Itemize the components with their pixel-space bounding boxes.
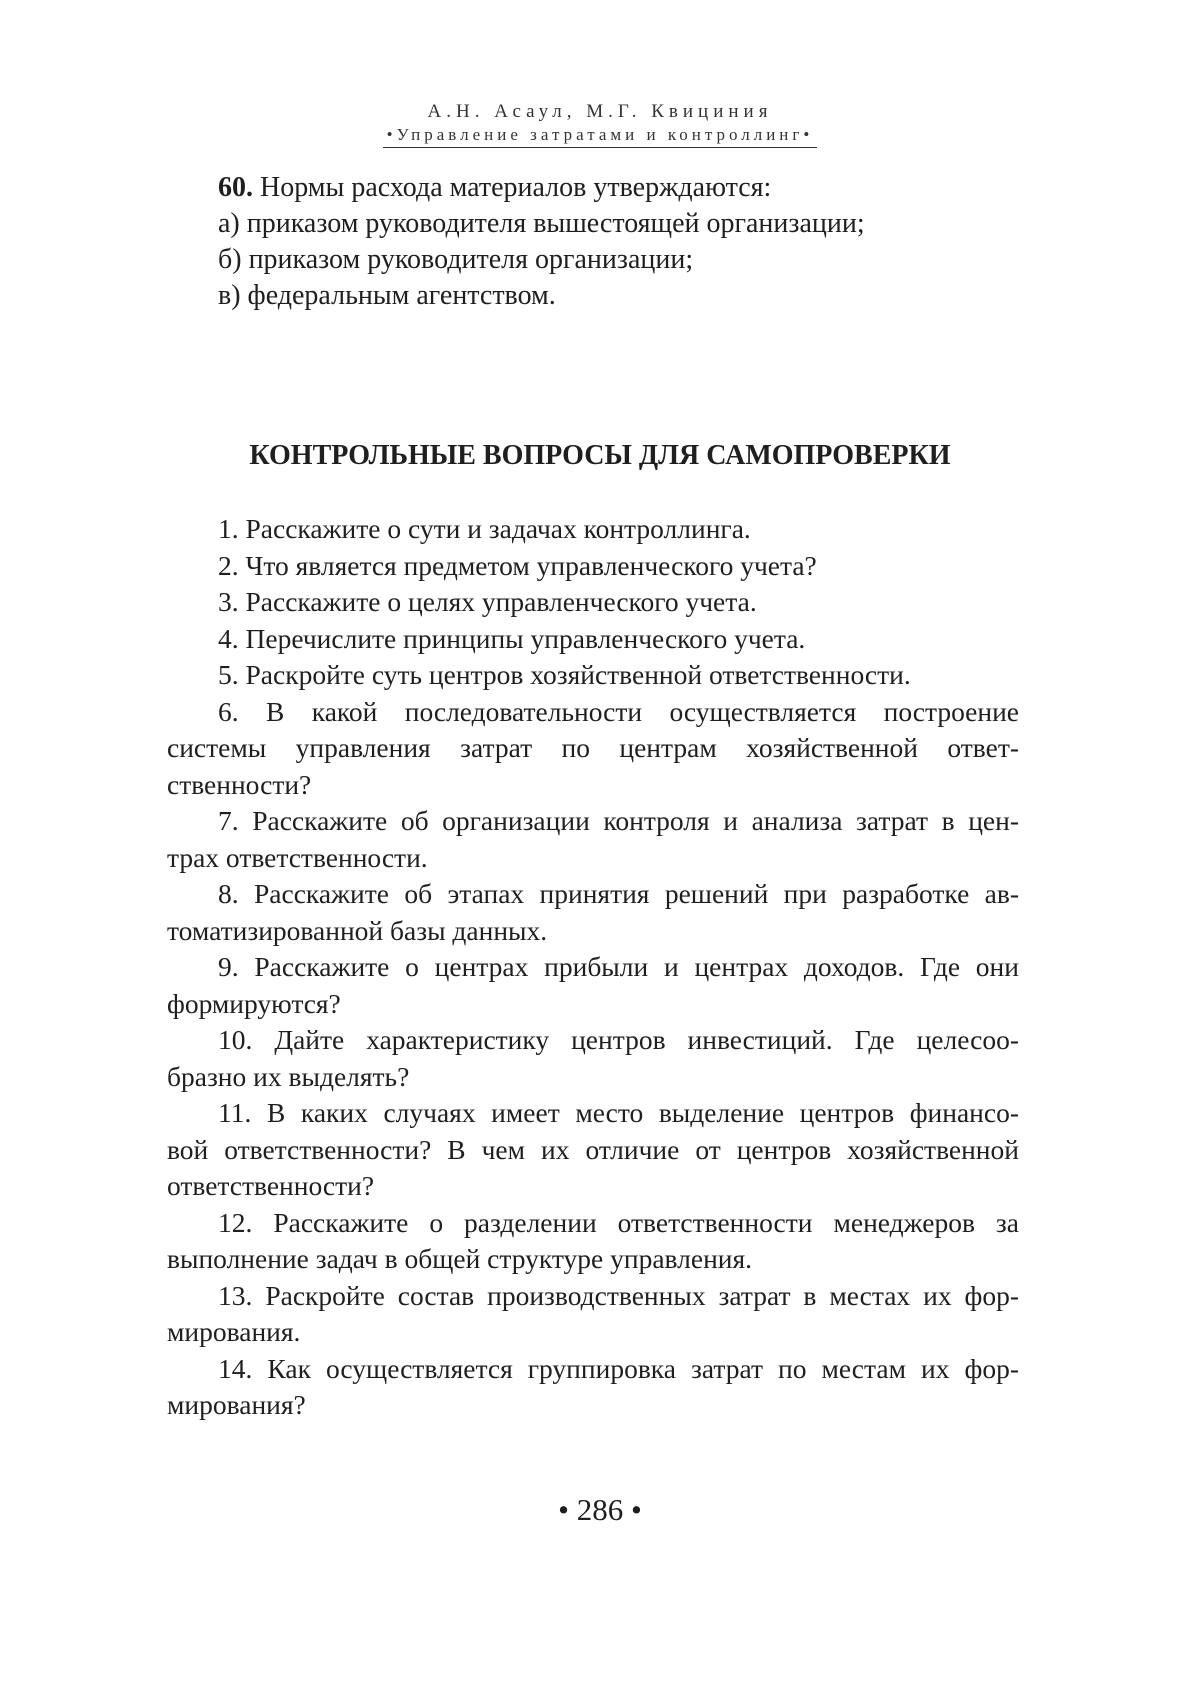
question-line: трах ответственности. xyxy=(167,841,428,873)
header-book-title: •Управление затратами и контроллинг• xyxy=(386,125,814,144)
question-line: 3. Расскажите о целях управленческого учета. xyxy=(218,586,757,617)
test-question-number: 60. xyxy=(218,172,253,203)
question-line: 5. Раскройте суть центров хозяйственной ответственности. xyxy=(218,659,911,690)
question-line: 12. Расскажите о разделении ответственности менеджеров за xyxy=(218,1206,1019,1238)
question-line: томатизированной базы данных. xyxy=(167,914,548,946)
question-line: 14. Как осуществляется группировка затрат по местам их фор- xyxy=(218,1352,1019,1384)
question-line: мирования. xyxy=(167,1316,301,1347)
question-line: бразно их выделять? xyxy=(167,1060,410,1092)
question-line: 1. Расскажите о сути и задачах контроллинга. xyxy=(218,513,751,544)
answer-option-a: а) приказом руководителя вышестоящей организации; xyxy=(218,208,865,239)
running-header xyxy=(0,100,1200,148)
question-line: 13. Раскройте состав производственных затрат в местах их фор- xyxy=(218,1279,1019,1311)
answer-option-c: в) федеральным агентством. xyxy=(218,280,556,311)
question-line: 8. Расскажите об этапах принятия решений при разработке ав- xyxy=(218,878,1019,909)
question-line: 7. Расскажите об организации контроля и анализа затрат в цен- xyxy=(218,805,1019,836)
test-question-60 xyxy=(218,170,1018,314)
header-title-underline xyxy=(383,124,818,148)
question-line: 2. Что является предметом управленческого учета? xyxy=(218,549,817,581)
question-line: мирования? xyxy=(167,1389,306,1420)
question-line: системы управления затрат по центрам хозяйственной ответ- xyxy=(167,732,1019,763)
answer-option-b: б) приказом руководителя организации; xyxy=(218,244,694,275)
test-question-stem xyxy=(218,170,1018,206)
question-line: ственности? xyxy=(167,768,312,800)
question-line: 9. Расскажите о центрах прибыли и центрах доходов. Где они xyxy=(218,951,1019,982)
section-heading: КОНТРОЛЬНЫЕ ВОПРОСЫ ДЛЯ САМОПРОВЕРКИ xyxy=(249,440,951,471)
test-question-text: Нормы расхода материалов утверждаются: xyxy=(253,172,772,203)
question-line: 6. В какой последовательности осуществляется построение xyxy=(218,695,1019,727)
header-authors: А.Н. Асаул, М.Г. Квициния xyxy=(427,101,773,122)
question-line: ответственности? xyxy=(167,1170,375,1201)
page-number: • 286 • xyxy=(558,1492,642,1527)
question-line: формируются? xyxy=(167,987,341,1019)
question-line: 11. В каких случаях имеет место выделение центров финансо- xyxy=(218,1097,1019,1128)
question-line: 10. Дайте характеристику центров инвестиций. Где целесоо- xyxy=(218,1024,1019,1055)
question-line: вой ответственности? В чем их отличие от центров хозяйственной xyxy=(167,1133,1019,1165)
control-questions-list xyxy=(167,511,1019,1424)
question-line: 4. Перечислите принципы управленческого учета. xyxy=(218,622,806,654)
question-line: выполнение задач в общей структуре управления. xyxy=(167,1243,753,1274)
